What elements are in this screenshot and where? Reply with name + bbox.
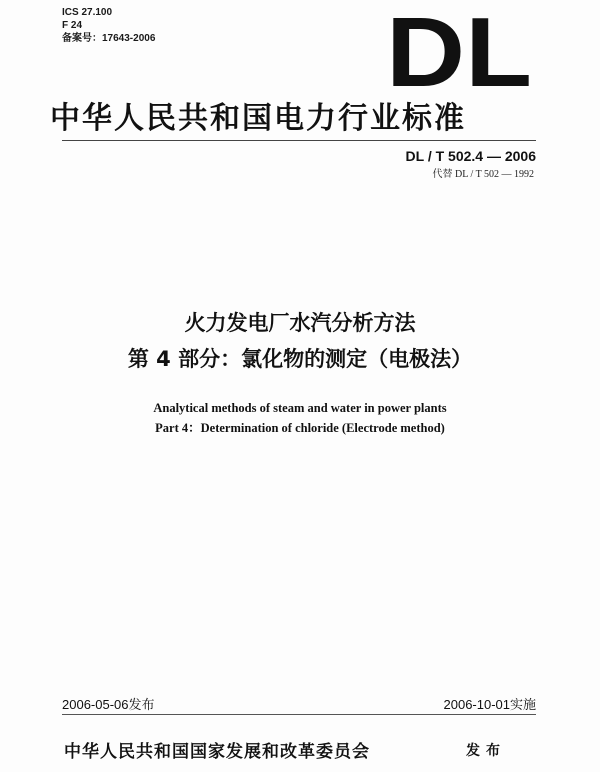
class-code: F 24 <box>62 20 83 31</box>
org-title: 中华人民共和国电力行业标准 <box>50 101 466 136</box>
dl-logo-text: DL <box>386 12 532 96</box>
classification-block <box>62 6 155 45</box>
title-cn-main: 火力发电厂水汽分析方法 <box>184 311 416 335</box>
issuing-authority: 中华人民共和国国家发展和改革委员会 <box>64 742 370 762</box>
ics-code: ICS 27.100 <box>62 7 113 18</box>
standard-number: DL / T 502.4 — 2006 <box>405 148 536 164</box>
title-en-main: Analytical methods of steam and water in power plants <box>153 401 447 415</box>
title-cn-part: 第 4 部分：氯化物的测定（电极法） <box>127 347 473 371</box>
record-number: 备案号：17643-2006 <box>62 33 156 44</box>
header-divider <box>62 140 536 141</box>
footer-divider <box>62 714 536 715</box>
title-en-part: Part 4：Determination of chloride (Electrode method) <box>155 421 445 435</box>
issue-date: 2006-05-06发布 <box>62 697 155 712</box>
publish-label: 发布 <box>466 743 506 759</box>
implementation-date: 2006-10-01实施 <box>443 697 536 712</box>
dl-logo <box>386 12 536 96</box>
replaces-standard: 代替 DL / T 502 — 1992 <box>432 169 534 180</box>
